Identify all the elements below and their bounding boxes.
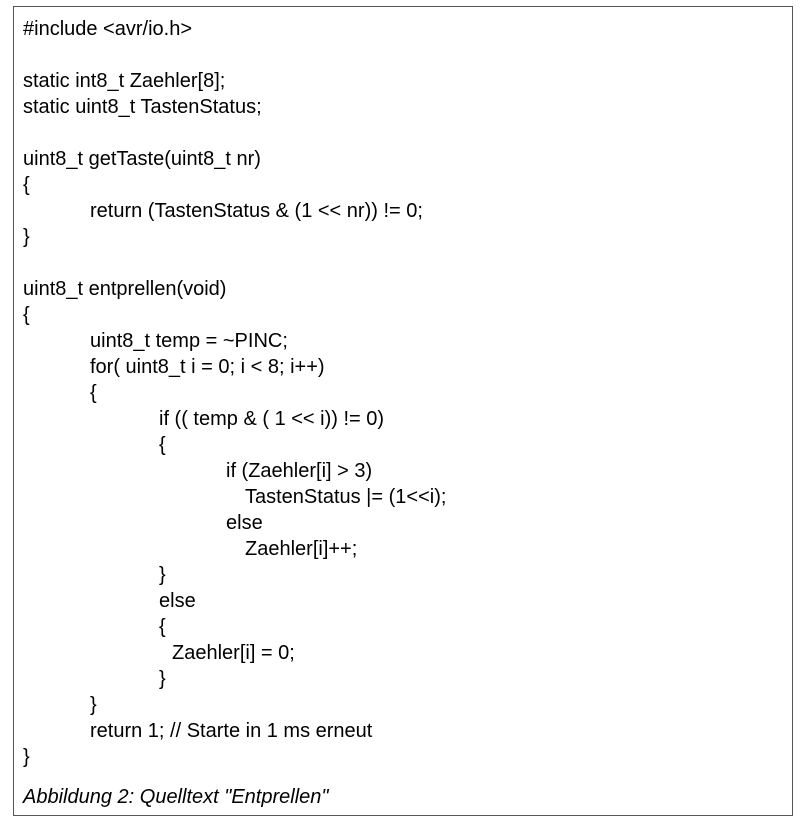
code-line-13: if (( temp & ( 1 << i)) != 0) — [159, 408, 385, 430]
code-line-15: if (Zaehler[i] > 3) — [226, 460, 373, 482]
code-line-8: uint8_t entprellen(void) — [23, 278, 227, 300]
code-line-1: #include <avr/io.h> — [23, 18, 193, 40]
code-line-12: { — [90, 382, 97, 404]
code-line-11: for( uint8_t i = 0; i < 8; i++) — [90, 356, 325, 378]
code-line-4: uint8_t getTaste(uint8_t nr) — [23, 148, 261, 170]
source-code-listing — [13, 6, 793, 816]
code-line-25: return 1; // Starte in 1 ms erneut — [90, 720, 373, 742]
code-line-19: } — [159, 564, 166, 586]
code-line-5: { — [23, 174, 30, 196]
code-line-18: Zaehler[i]++; — [245, 538, 358, 560]
code-line-26: } — [23, 746, 30, 768]
figure-caption: Abbildung 2: Quelltext "Entprellen" — [23, 786, 329, 808]
code-line-24: } — [90, 694, 97, 716]
code-line-16: TastenStatus |= (1<<i); — [245, 486, 447, 508]
code-line-23: } — [159, 668, 166, 690]
code-line-17: else — [226, 512, 263, 534]
code-line-22: Zaehler[i] = 0; — [172, 642, 295, 664]
code-line-6: return (TastenStatus & (1 << nr)) != 0; — [90, 200, 423, 222]
code-line-2: static int8_t Zaehler[8]; — [23, 70, 226, 92]
code-line-3: static uint8_t TastenStatus; — [23, 96, 262, 118]
code-line-7: } — [23, 226, 30, 248]
code-line-9: { — [23, 304, 30, 326]
code-line-20: else — [159, 590, 196, 612]
code-line-21: { — [159, 616, 166, 638]
code-line-14: { — [159, 434, 166, 456]
code-line-10: uint8_t temp = ~PINC; — [90, 330, 288, 352]
